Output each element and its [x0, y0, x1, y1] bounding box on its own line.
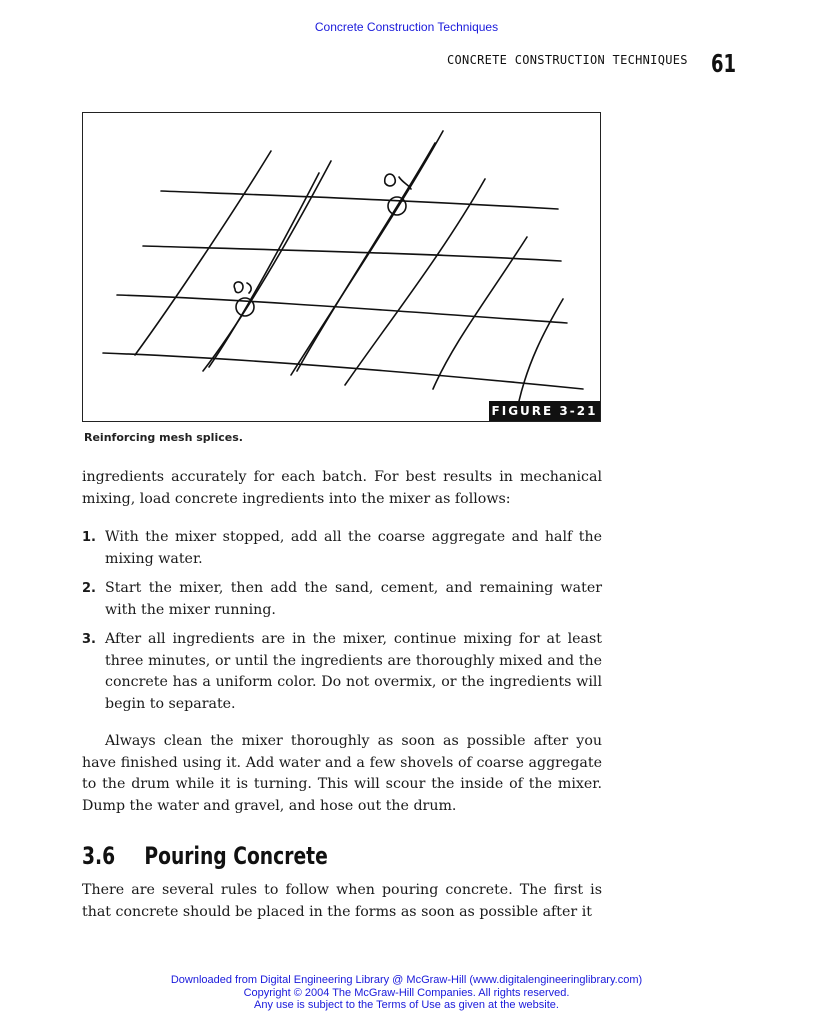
step-text: Start the mixer, then add the sand, cement, and remaining water with the mixer running.	[105, 580, 602, 618]
footer-terms-link[interactable]: Any use is subject to the Terms of Use as given at the website.	[254, 999, 559, 1011]
step-number: 1.	[82, 530, 96, 545]
running-head: CONCRETE CONSTRUCTION TECHNIQUES	[447, 53, 688, 67]
figure-reinforcing-mesh	[82, 112, 601, 422]
section-number: 3.6	[82, 842, 116, 870]
footer-copyright: Copyright © 2004 The McGraw-Hill Companies. All rights reserved.	[243, 986, 570, 999]
list-item	[82, 629, 602, 715]
step-text: With the mixer stopped, add all the coarse aggregate and half the mixing water.	[105, 529, 602, 567]
list-item	[82, 578, 602, 621]
intro-paragraph: ingredients accurately for each batch. For best results in mechanical mixing, load concrete ingredients into the mixer as follows:	[82, 469, 602, 507]
figure-caption: Reinforcing mesh splices.	[84, 431, 243, 444]
source-title-link[interactable]: Concrete Construction Techniques	[314, 20, 499, 34]
section-heading	[82, 842, 328, 870]
mixing-steps-list	[82, 527, 602, 723]
step-text: After all ingredients are in the mixer, continue mixing for at least three minutes, or until the ingredients are thoroughly mixed and the concrete has a uniform color. Do not overmix, or the ingredients will begin to separate.	[105, 631, 602, 712]
list-item	[82, 527, 602, 570]
figure-label: FIGURE 3-21	[489, 401, 600, 421]
pouring-paragraph: There are several rules to follow when pouring concrete. The first is that concrete should be placed in the forms as soon as possible after it	[82, 882, 602, 920]
step-number: 3.	[82, 632, 96, 647]
mesh-drawing	[83, 113, 600, 421]
page-number: 61	[711, 49, 737, 78]
cleaning-paragraph: Always clean the mixer thoroughly as soon as possible after you have finished using it. Add water and a few shovels of coarse aggregate to the drum while it is turning. This will scour the inside of the mixer. Dump the water and gravel, and hose out the drum.	[82, 733, 602, 814]
footer-download-link[interactable]: Downloaded from Digital Engineering Library @ McGraw-Hill (www.digitalengineeringlibrary.com)	[170, 974, 643, 986]
step-number: 2.	[82, 581, 96, 596]
footer-notice	[0, 974, 813, 1012]
section-title: Pouring Concrete	[144, 842, 328, 870]
